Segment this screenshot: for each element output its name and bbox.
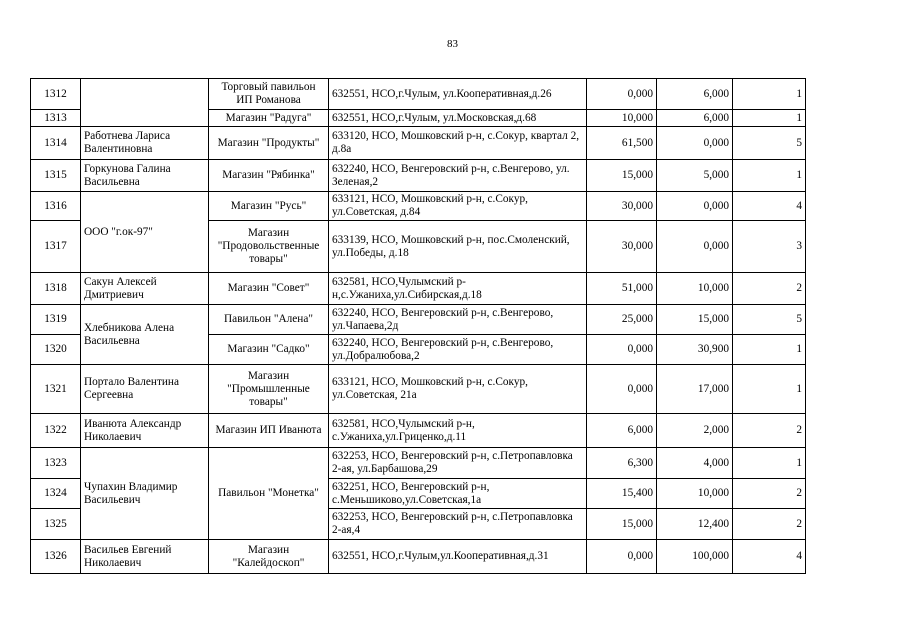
row-number: 1314 [31, 127, 81, 160]
table-row [31, 365, 806, 414]
address-cell: 633121, НСО, Мошковский р-н, с.Сокур, ул.Советская, д.84 [329, 192, 587, 221]
store-cell: Магазин "Радуга" [209, 110, 329, 127]
table-row [31, 127, 806, 160]
row-number: 1312 [31, 79, 81, 110]
value1-cell: 0,000 [587, 365, 657, 414]
value3-cell: 2 [733, 414, 806, 448]
row-number: 1313 [31, 110, 81, 127]
address-cell: 632581, НСО,Чулымский р-н,с.Ужаниха,ул.Сибирская,д.18 [329, 273, 587, 305]
value1-cell: 15,000 [587, 509, 657, 540]
value1-cell: 0,000 [587, 335, 657, 365]
row-number: 1317 [31, 221, 81, 273]
value2-cell: 10,000 [657, 273, 733, 305]
address-cell: 633139, НСО, Мошковский р-н, пос.Смоленский, ул.Победы, д.18 [329, 221, 587, 273]
address-cell: 632551, НСО,г.Чулым, ул.Кооперативная,д.26 [329, 79, 587, 110]
row-number: 1319 [31, 305, 81, 335]
address-cell: 632240, НСО, Венгеровский р-н, с.Венгерово, ул. Зеленая,2 [329, 160, 587, 192]
value2-cell: 2,000 [657, 414, 733, 448]
owner-cell: Иванюта Александр Николаевич [81, 414, 209, 448]
table-row [31, 273, 806, 305]
value1-cell: 25,000 [587, 305, 657, 335]
owner-cell: Хлебникова Алена Васильевна [81, 305, 209, 365]
row-number: 1325 [31, 509, 81, 540]
row-number: 1324 [31, 479, 81, 509]
value3-cell: 5 [733, 127, 806, 160]
row-number: 1320 [31, 335, 81, 365]
owner-cell: Работнева Лариса Валентиновна [81, 127, 209, 160]
value2-cell: 12,400 [657, 509, 733, 540]
value1-cell: 6,300 [587, 448, 657, 479]
address-cell: 632251, НСО, Венгеровский р-н, с.Меньшиково,ул.Советская,1а [329, 479, 587, 509]
value3-cell: 3 [733, 221, 806, 273]
shops-table [30, 78, 806, 574]
table-row [31, 79, 806, 110]
owner-cell: Сакун Алексей Дмитриевич [81, 273, 209, 305]
address-cell: 632551, НСО,г.Чулым,ул.Кооперативная,д.31 [329, 540, 587, 574]
value3-cell: 2 [733, 479, 806, 509]
row-number: 1322 [31, 414, 81, 448]
owner-cell: Горкунова Галина Васильевна [81, 160, 209, 192]
value1-cell: 61,500 [587, 127, 657, 160]
value1-cell: 0,000 [587, 540, 657, 574]
row-number: 1315 [31, 160, 81, 192]
value3-cell: 2 [733, 509, 806, 540]
page-number: 83 [447, 38, 458, 50]
owner-cell [81, 79, 209, 127]
store-cell: Магазин "Садко" [209, 335, 329, 365]
owner-cell: Портало Валентина Сергеевна [81, 365, 209, 414]
store-cell: Магазин "Совет" [209, 273, 329, 305]
store-cell: Магазин "Продукты" [209, 127, 329, 160]
store-cell: Магазин "Продовольственные товары" [209, 221, 329, 273]
value1-cell: 51,000 [587, 273, 657, 305]
value3-cell: 4 [733, 540, 806, 574]
value1-cell: 0,000 [587, 79, 657, 110]
value1-cell: 30,000 [587, 192, 657, 221]
store-cell: Магазин "Калейдоскоп" [209, 540, 329, 574]
address-cell: 632551, НСО,г.Чулым, ул.Московская,д.68 [329, 110, 587, 127]
value3-cell: 4 [733, 192, 806, 221]
row-number: 1316 [31, 192, 81, 221]
table-row [31, 160, 806, 192]
value2-cell: 0,000 [657, 192, 733, 221]
value1-cell: 15,400 [587, 479, 657, 509]
row-number: 1326 [31, 540, 81, 574]
value2-cell: 6,000 [657, 110, 733, 127]
owner-cell: Васильев Евгений Николаевич [81, 540, 209, 574]
value2-cell: 0,000 [657, 221, 733, 273]
row-number: 1318 [31, 273, 81, 305]
store-cell: Магазин ИП Иванюта [209, 414, 329, 448]
value2-cell: 15,000 [657, 305, 733, 335]
value2-cell: 0,000 [657, 127, 733, 160]
value1-cell: 6,000 [587, 414, 657, 448]
value3-cell: 1 [733, 335, 806, 365]
address-cell: 633121, НСО, Мошковский р-н, с.Сокур, ул.Советская, 21а [329, 365, 587, 414]
value2-cell: 5,000 [657, 160, 733, 192]
table-row [31, 414, 806, 448]
store-cell: Магазин "Рябинка" [209, 160, 329, 192]
store-cell: Павильон "Алена" [209, 305, 329, 335]
value2-cell: 100,000 [657, 540, 733, 574]
value1-cell: 30,000 [587, 221, 657, 273]
value3-cell: 1 [733, 448, 806, 479]
address-cell: 632253, НСО, Венгеровский р-н, с.Петропавловка 2-ая,4 [329, 509, 587, 540]
value3-cell: 1 [733, 160, 806, 192]
value3-cell: 1 [733, 79, 806, 110]
table-row [31, 305, 806, 335]
store-cell: Магазин "Русь" [209, 192, 329, 221]
address-cell: 632253, НСО, Венгеровский р-н, с.Петропавловка 2-ая, ул.Барбашова,29 [329, 448, 587, 479]
value2-cell: 6,000 [657, 79, 733, 110]
table-row [31, 448, 806, 479]
row-number: 1323 [31, 448, 81, 479]
address-cell: 632581, НСО,Чулымский р-н, с.Ужаниха,ул.Гриценко,д.11 [329, 414, 587, 448]
value2-cell: 4,000 [657, 448, 733, 479]
table-row [31, 540, 806, 574]
store-cell: Павильон "Монетка" [209, 448, 329, 540]
value2-cell: 30,900 [657, 335, 733, 365]
value3-cell: 1 [733, 365, 806, 414]
store-cell: Торговый павильон ИП Романова [209, 79, 329, 110]
table-row [31, 192, 806, 221]
value2-cell: 17,000 [657, 365, 733, 414]
address-cell: 632240, НСО, Венгеровский р-н, с.Венгерово, ул.Добралюбова,2 [329, 335, 587, 365]
value3-cell: 1 [733, 110, 806, 127]
value2-cell: 10,000 [657, 479, 733, 509]
row-number: 1321 [31, 365, 81, 414]
value3-cell: 2 [733, 273, 806, 305]
store-cell: Магазин "Промышленные товары" [209, 365, 329, 414]
address-cell: 632240, НСО, Венгеровский р-н, с.Венгерово, ул.Чапаева,2д [329, 305, 587, 335]
value1-cell: 10,000 [587, 110, 657, 127]
owner-cell: ООО "г.ок-97" [81, 192, 209, 273]
value1-cell: 15,000 [587, 160, 657, 192]
owner-cell: Чупахин Владимир Васильевич [81, 448, 209, 540]
address-cell: 633120, НСО, Мошковский р-н, с.Сокур, квартал 2, д.8а [329, 127, 587, 160]
value3-cell: 5 [733, 305, 806, 335]
